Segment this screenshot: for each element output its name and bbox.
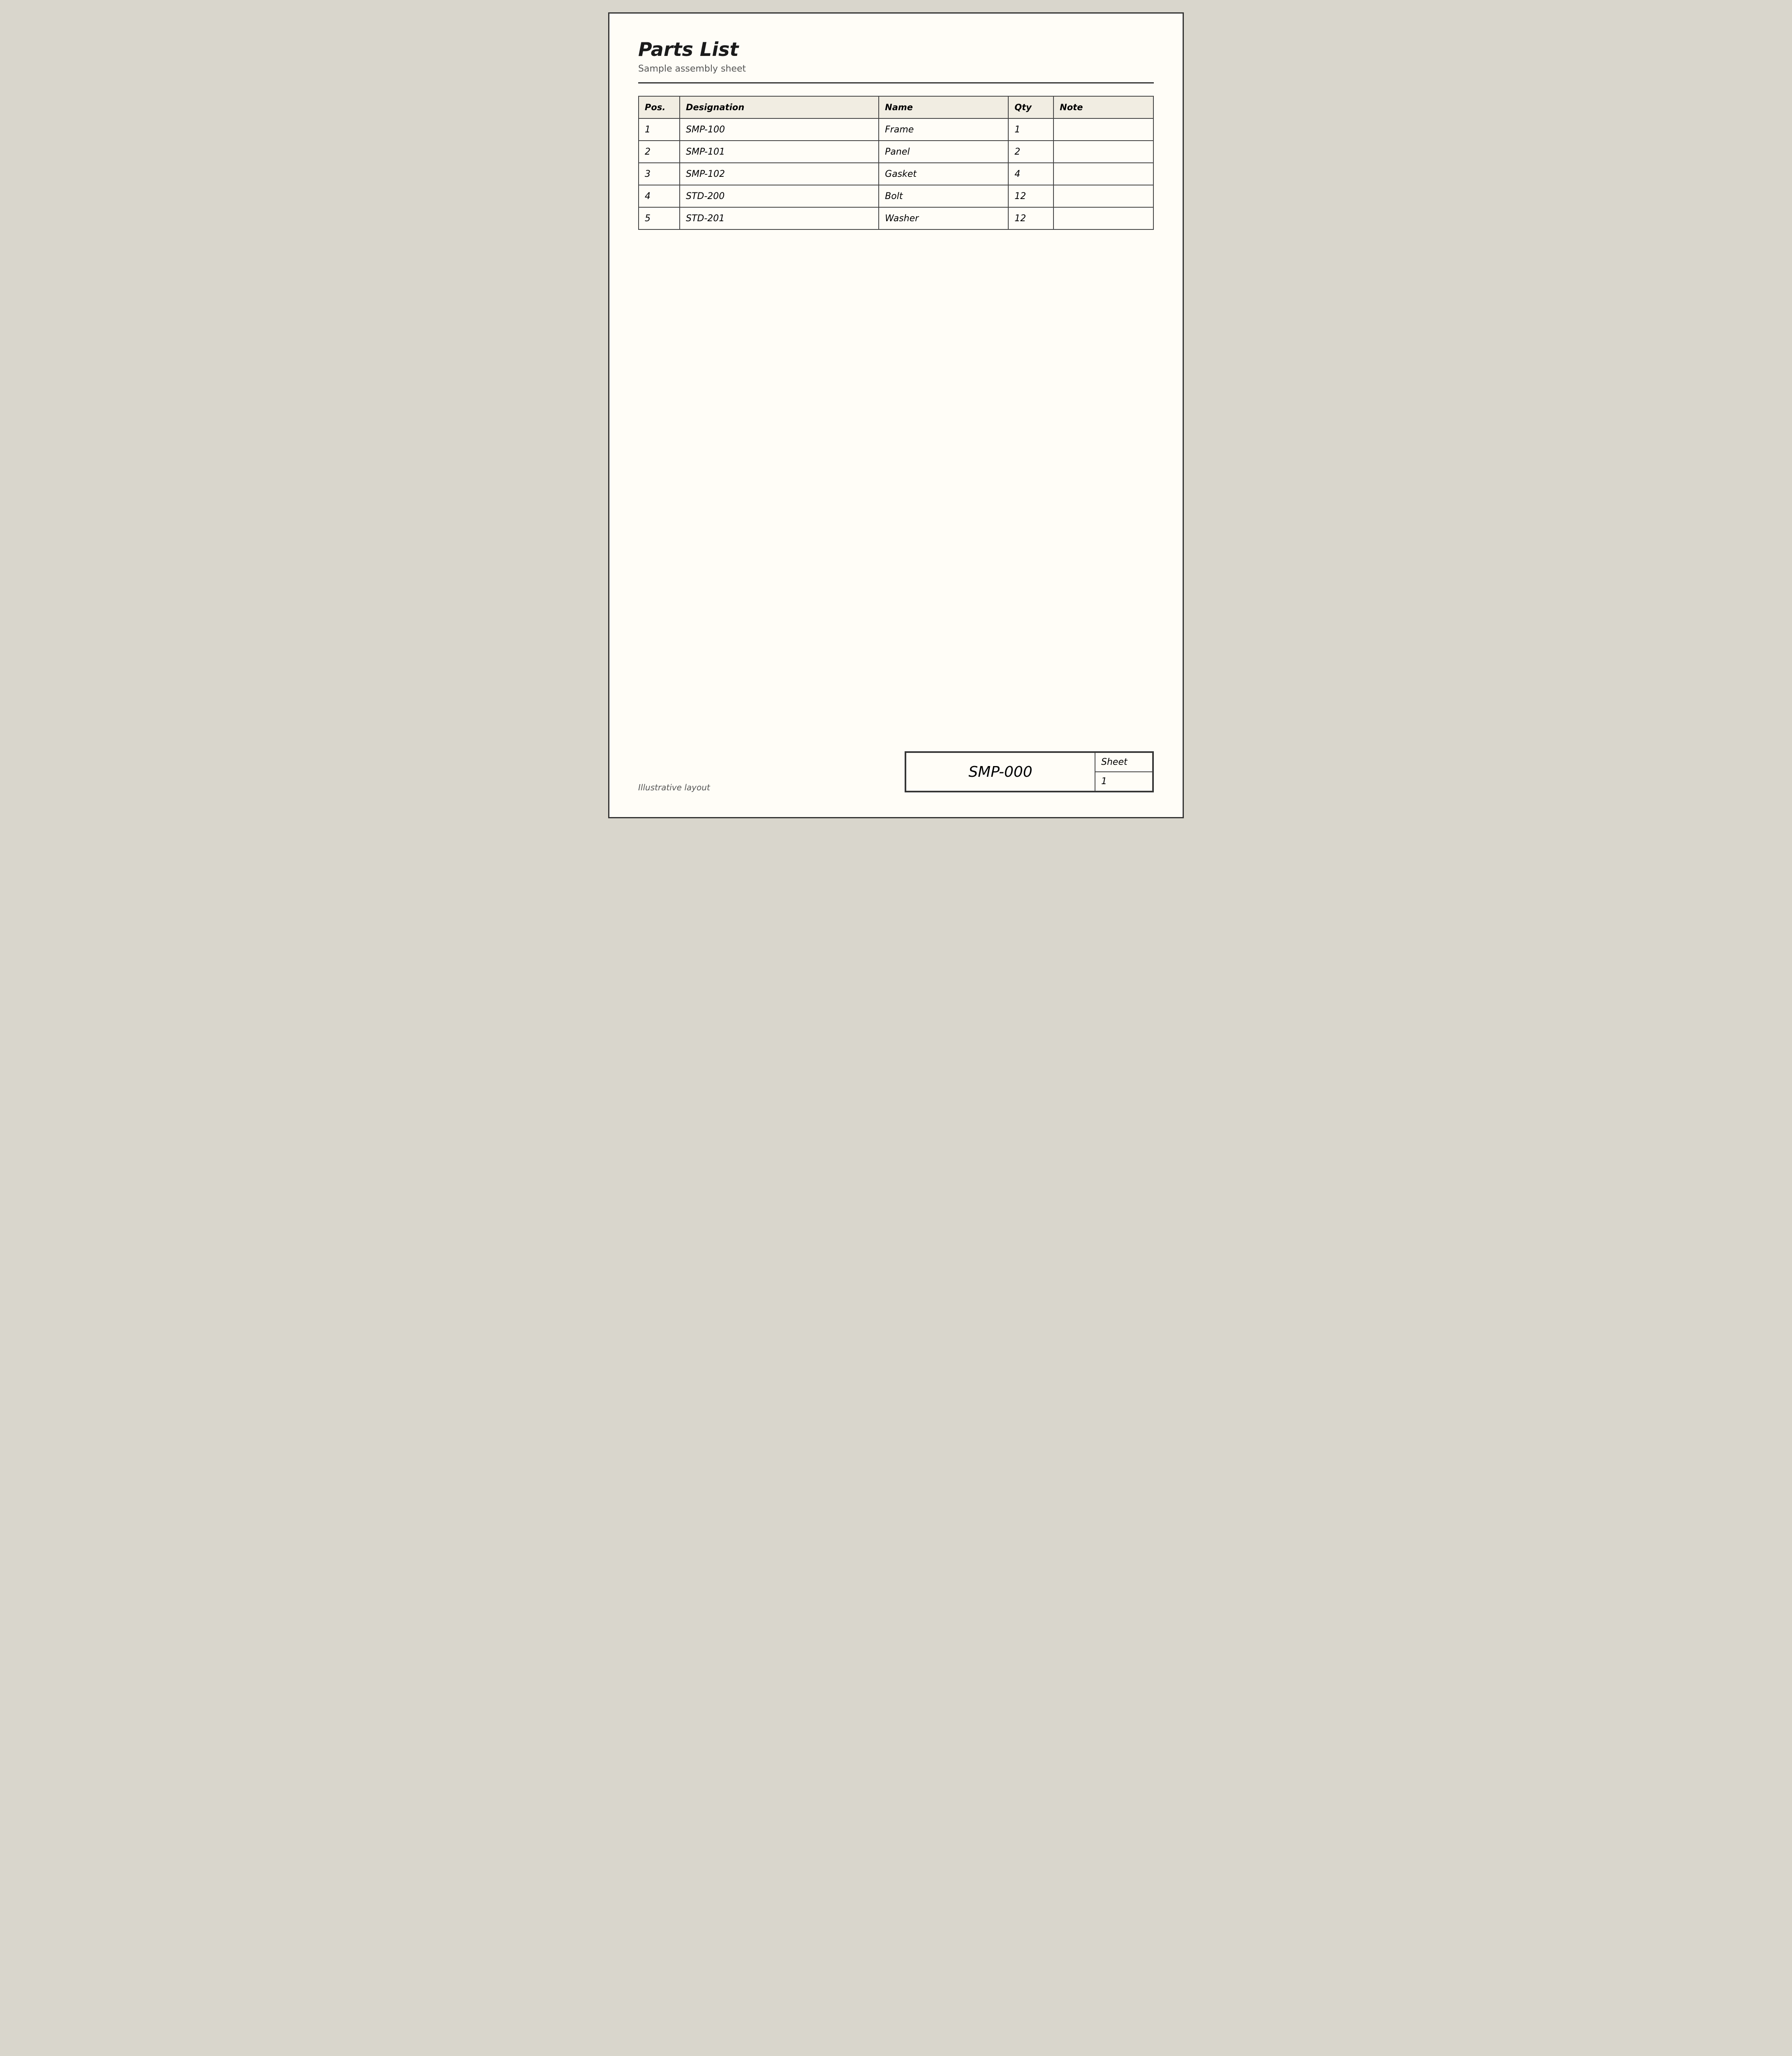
cell-note [1053,141,1153,163]
table-row [639,207,1153,229]
page-subtitle: Sample assembly sheet [638,64,746,74]
cell-qty: 1 [1008,118,1053,141]
cell-pos: 5 [639,207,680,229]
cell-qty: 12 [1008,185,1053,207]
table-row [639,141,1153,163]
cell-name: Frame [879,118,1008,141]
cell-note [1053,163,1153,185]
cell-pos: 1 [639,118,680,141]
cell-name: Panel [879,141,1008,163]
cell-designation: SMP-102 [680,163,879,185]
cell-designation: SMP-100 [680,118,879,141]
cell-pos: 3 [639,163,680,185]
sheet-label: Sheet [1095,752,1153,772]
footer-note: Illustrative layout [638,783,710,792]
table-header-row [639,96,1153,118]
column-header: Qty [1008,96,1053,118]
document-code: SMP-000 [906,752,1095,791]
page-title: Parts List [638,38,739,60]
document-page [608,12,1184,818]
cell-designation: SMP-101 [680,141,879,163]
cell-designation: STD-201 [680,207,879,229]
table-row [639,163,1153,185]
title-block [638,38,1154,83]
column-header: Pos. [639,96,680,118]
cell-designation: STD-200 [680,185,879,207]
column-header: Designation [680,96,879,118]
cell-pos: 4 [639,185,680,207]
cell-note [1053,185,1153,207]
cell-qty: 4 [1008,163,1053,185]
cell-name: Washer [879,207,1008,229]
title-stamp [905,751,1154,792]
column-header: Note [1053,96,1153,118]
cell-note [1053,118,1153,141]
table-row [639,185,1153,207]
cell-name: Gasket [879,163,1008,185]
spec-table [638,96,1154,230]
cell-qty: 12 [1008,207,1053,229]
cell-pos: 2 [639,141,680,163]
sheet-number: 1 [1095,772,1153,791]
cell-name: Bolt [879,185,1008,207]
column-header: Name [879,96,1008,118]
cell-qty: 2 [1008,141,1053,163]
table-row [639,118,1153,141]
cell-note [1053,207,1153,229]
